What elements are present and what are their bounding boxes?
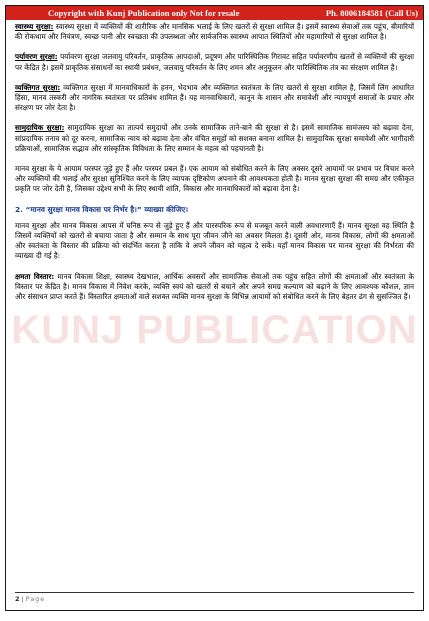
section-text: मानव विकास शिक्षा, स्वास्थ्य देखभाल, आर्थिक अवसरों और सामाजिक सेवाओं तक पहुंच सहित लोगों की क्षमताओं और स्वतंत्रता के विस्तार पर केंद्रित है। मानव विकास में निवेश करके, व्यक्ति स्वयं को खतरों से बचाने और अपने समग्र कल्याण को बढ़ाने के लिए आवश्यक कौशल, ज्ञान और संसाधन प्राप्त करते हैं। विस्तारित क्षमताओं वाले सशक्त व्यक्ति मानव सुरक्षा के विभिन्न आयामों को संबोधित करने के लिए बेहतर ढंग से सुसज्जित हैं। (15, 271, 414, 302)
phone-contact: Ph. 8006184581 (Call Us) (325, 8, 418, 18)
document-page (5, 5, 424, 611)
page-footer (15, 592, 414, 603)
paragraph-interlinked-dimensions: मानव सुरक्षा के ये आयाम परस्पर जुड़े हुए हैं और परस्पर प्रबल हैं। एक आयाम को संबोधित करने के लिए अक्सर दूसरे आयामों पर प्रभाव पर विचार करने और व्यक्तियों की भलाई और सुरक्षा सुनिश्चित करने के लिए व्यापक दृष्टिकोण अपनाने की आवश्यकता होती है। मानव सुरक्षा सुरक्षा की समग्र और एकीकृत प्रकृति पर जोर देती है, जिसका उद्देश्य सभी के लिए स्थायी शांति, विकास और मानवाधिकारों को बढ़ावा देना है। (15, 164, 414, 194)
section-title: व्यक्तिगत सुरक्षा: (15, 82, 61, 92)
paragraph-answer-intro: मानव सुरक्षा और मानव विकास आपस में घनिष्ठ रूप से जुड़े हुए हैं और पारस्परिक रूप से मजबूत करने वाली अवधारणाएँ हैं। मानव सुरक्षा वह स्थिति है जिसमें व्यक्तियों को खतरों से बचाया जाता है और सम्मान के साथ पूरा जीवन जीने का अवसर मिलता है। दूसरी ओर, मानव विकास, लोगों की क्षमताओं और स्वतंत्रता के विस्तार की प्रक्रिया को संदर्भित करता है ताकि वे अपने जीवन को महत्व दे सकें। यहाँ मानव विकास पर मानव सुरक्षा की निर्भरता की व्याख्या दी गई है: (15, 220, 414, 261)
section-text: पर्यावरण सुरक्षा जलवायु परिवर्तन, प्राकृतिक आपदाओं, प्रदूषण और पारिस्थितिक गिरावट सहित पर्यावरणीय खतरों से व्यक्तियों की सुरक्षा पर केंद्रित है। इसमें प्राकृतिक संसाधनों का स्थायी प्रबंधन, जलवायु परिवर्तन के लिए शमन और अनुकूलन और पारिस्थितिक तंत्र का संरक्षण शामिल है। (15, 52, 414, 72)
section-text: स्वास्थ्य सुरक्षा में व्यक्तियों की शारीरिक और मानसिक भलाई के लिए खतरों से सुरक्षा शामिल है। इसमें स्वास्थ्य सेवाओं तक पहुंच, बीमारियों की रोकथाम और नियंत्रण, स्वच्छ पानी और स्वच्छता की उपलब्धता और सार्वजनिक स्वास्थ्य आपात स्थितियों और महामारियों से सुरक्षा शामिल है। (15, 22, 414, 42)
question-heading: 2. “मानव सुरक्षा मानव विकास पर निर्भर है।” व्याख्या कीजिए। (15, 204, 189, 214)
section-title: क्षमता विस्तार: (15, 271, 55, 281)
copyright-notice: Copyright with Kunj Publication only Not for resale (48, 8, 240, 18)
section-title: स्वास्थ्य सुरक्षा: (15, 22, 54, 31)
section-community-security (15, 123, 414, 154)
footer-separator: | (19, 595, 26, 603)
publisher-watermark: KUNJ PUBLICATION (11, 308, 418, 352)
page-content (6, 20, 423, 302)
section-personal-security (15, 83, 414, 114)
section-title: सामुदायिक सुरक्षा: (15, 123, 65, 133)
section-text: सामुदायिक सुरक्षा का तात्पर्य समुदायों और उनके सामाजिक ताने-बाने की सुरक्षा से है। इसमें सामाजिक सामंजस्य को बढ़ावा देना, सांप्रदायिक तनाव को दूर करना, सामाजिक न्याय को बढ़ावा देना और वंचित समूहों को सशक्त बनाना शामिल है। सामुदायिक सुरक्षा समावेशी और भागीदारी प्रक्रियाओं, सामाजिक सद्भाव और सांस्कृतिक विविधता के लिए सम्मान के महत्व को पहचानती है। (15, 123, 414, 153)
header-banner (6, 6, 423, 20)
section-title: पर्यावरण सुरक्षा: (15, 52, 58, 62)
section-health-security (15, 22, 414, 42)
section-text: व्यक्तिगत सुरक्षा में मानवाधिकारों के हनन, भेदभाव और व्यक्तिगत स्वतंत्रता के लिए खतरों से सुरक्षा शामिल है, जिसमें लिंग आधारित हिंसा, मानव तस्करी और नागरिक स्वतंत्रता पर प्रतिबंध शामिल हैं। यह मानवाधिकारों, कानून के शासन और समावेशी और न्यायपूर्ण समाजों के प्रचार और संरक्षण पर जोर देता है। (15, 82, 414, 113)
section-environment-security (15, 52, 414, 72)
page-number: 2 (15, 595, 20, 603)
section-capacity-expansion (15, 272, 414, 303)
page-label: Page (25, 595, 46, 603)
